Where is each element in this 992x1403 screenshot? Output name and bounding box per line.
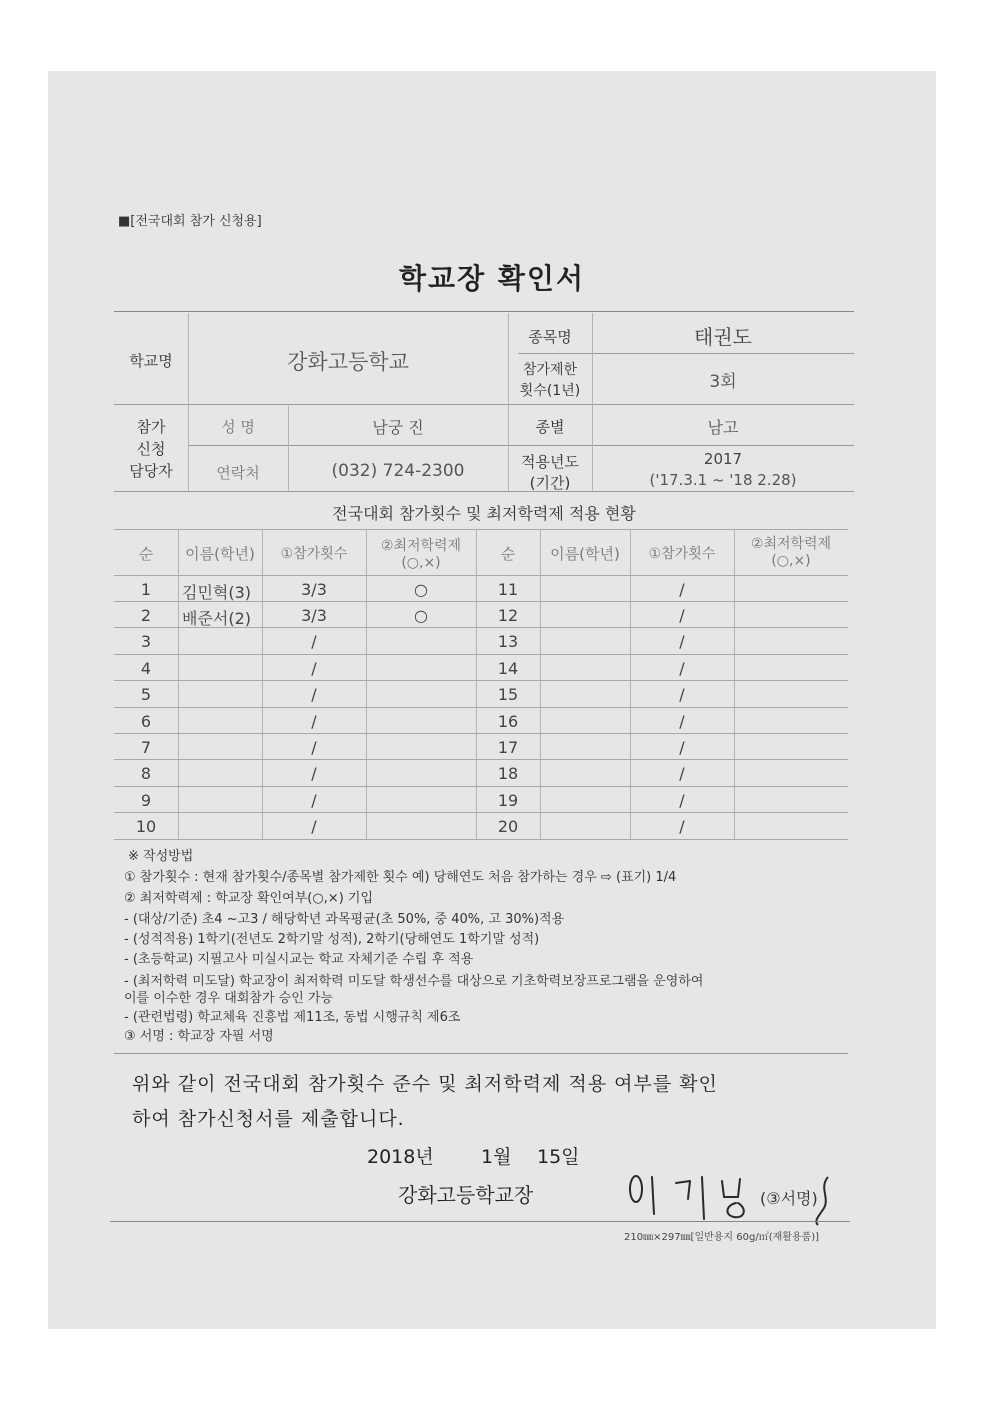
table-cell-name: 김민혁(3) xyxy=(182,583,252,602)
table-cell-no: 1 xyxy=(140,580,152,599)
table-cell-no: 7 xyxy=(140,738,152,757)
table-cell-count: / xyxy=(679,580,685,599)
table-cell-count: / xyxy=(679,685,685,704)
table-cell-no: 15 xyxy=(497,685,519,704)
row-divider xyxy=(114,733,848,734)
header-count-left: ①참가횟수 xyxy=(280,546,348,562)
header-academic-right-2: (○,×) xyxy=(771,553,811,569)
table-cell-count: / xyxy=(311,738,317,757)
row-divider xyxy=(114,759,848,760)
name-value: 남궁 진 xyxy=(372,418,424,437)
statement-line-2: 하여 참가신청서를 제출합니다. xyxy=(132,1108,405,1130)
signature-seal-text: (③서명) xyxy=(760,1189,818,1208)
row-divider xyxy=(114,839,848,840)
header-academic-left-1: ②최저학력제 xyxy=(380,538,462,554)
note-line: - (성적적용) 1학기(전년도 2학기말 성적), 2학기(당해연도 1학기말 성적) xyxy=(124,932,540,947)
date-month: 1월 xyxy=(481,1146,512,1168)
document-title: 학교장 확인서 xyxy=(398,262,586,295)
table-cell-no: 19 xyxy=(497,791,519,810)
period-value: ('17.3.1 ~ '18 2.28) xyxy=(649,471,797,489)
table-cell-no: 12 xyxy=(497,606,519,625)
table-cell-count: / xyxy=(679,817,685,836)
gender-label: 종별 xyxy=(535,418,565,436)
person-label-3: 담당자 xyxy=(129,462,173,480)
note-line: - (관련법령) 학교체육 진흥법 제11조, 동법 시행규칙 제6조 xyxy=(124,1010,461,1025)
form-type-tag: ■[전국대회 참가 신청용] xyxy=(118,214,262,229)
table-cell-no: 20 xyxy=(497,817,519,836)
gender-value: 남고 xyxy=(707,418,739,437)
person-label-2: 신청 xyxy=(136,440,166,458)
date-year: 2018년 xyxy=(367,1146,434,1168)
table-cell-count: / xyxy=(311,632,317,651)
handwritten-signature xyxy=(618,1159,848,1229)
note-line: - (최저학력 미도달) 학교장이 최저학력 미도달 학생선수를 대상으로 기초학력보장프로그램을 운영하여 xyxy=(124,974,704,989)
header-name-left: 이름(학년) xyxy=(185,545,255,563)
table-cell-count: / xyxy=(311,817,317,836)
table-cell-no: 3 xyxy=(140,632,152,651)
table-cell-count: / xyxy=(679,632,685,651)
contact-value: (032) 724-2300 xyxy=(331,461,465,481)
table-cell-count: / xyxy=(311,685,317,704)
table-cell-count: / xyxy=(679,606,685,625)
table-cell-count: / xyxy=(679,738,685,757)
year-label-2: (기간) xyxy=(529,474,571,492)
event-label: 종목명 xyxy=(528,328,572,346)
table-cell-count: / xyxy=(311,659,317,678)
table-cell-academic: ○ xyxy=(414,606,428,625)
note-line: ③ 서명 : 학교장 자필 서명 xyxy=(124,1029,274,1044)
header-name-right: 이름(학년) xyxy=(550,545,620,563)
school-label: 학교명 xyxy=(129,352,173,370)
paper-spec-footer: 210㎜×297㎜[일반용지 60g/㎡(재활용품)] xyxy=(624,1232,820,1243)
table-cell-no: 14 xyxy=(497,659,519,678)
person-label-1: 참가 xyxy=(136,418,166,436)
table-cell-no: 10 xyxy=(135,817,157,836)
header-count-right: ①참가횟수 xyxy=(648,546,716,562)
header-no-left: 순 xyxy=(138,545,154,563)
table-cell-no: 16 xyxy=(497,712,519,731)
table-cell-count: / xyxy=(679,764,685,783)
note-line: - (대상/기준) 초4 ~고3 / 해당학년 과목평균(초 50%, 중 40%, 고 30%)적용 xyxy=(124,912,565,927)
note-line: ※ 작성방법 xyxy=(128,849,194,864)
school-name: 강화고등학교 xyxy=(287,350,409,374)
table-cell-count: / xyxy=(311,791,317,810)
note-line: ② 최저학력제 : 학교장 확인여부(○,×) 기입 xyxy=(124,891,374,906)
table-cell-no: 8 xyxy=(140,764,152,783)
table-cell-no: 17 xyxy=(497,738,519,757)
table-cell-no: 9 xyxy=(140,791,152,810)
table-cell-count: / xyxy=(311,764,317,783)
table-cell-count: 3/3 xyxy=(301,606,327,625)
table-cell-count: / xyxy=(679,791,685,810)
table-cell-no: 5 xyxy=(140,685,152,704)
table-cell-no: 18 xyxy=(497,764,519,783)
year-label-1: 적용년도 xyxy=(521,453,579,471)
paper-sheet xyxy=(48,71,936,1329)
row-divider xyxy=(114,786,848,787)
row-divider xyxy=(114,654,848,655)
row-divider xyxy=(114,680,848,681)
note-line: ① 참가횟수 : 현재 참가횟수/종목별 참가제한 횟수 예) 당해연도 처음 참가하는 경우 ⇨ (표기) 1/4 xyxy=(124,870,677,885)
principal-name: 강화고등학교장 xyxy=(398,1183,534,1207)
limit-value: 3회 xyxy=(709,372,737,392)
table-cell-no: 4 xyxy=(140,659,152,678)
contact-label: 연락처 xyxy=(216,464,260,482)
table-cell-no: 2 xyxy=(140,606,152,625)
table-cell-name: 배준서(2) xyxy=(182,609,252,628)
table-caption: 전국대회 참가횟수 및 최저학력제 적용 현황 xyxy=(332,504,636,523)
table-cell-no: 6 xyxy=(140,712,152,731)
table-cell-count: 3/3 xyxy=(301,580,327,599)
statement-line-1: 위와 같이 전국대회 참가횟수 준수 및 최저학력제 적용 여부를 확인 xyxy=(132,1073,718,1095)
header-no-right: 순 xyxy=(500,545,516,563)
header-academic-left-2: (○,×) xyxy=(401,555,441,571)
note-line: - (초등학교) 지필고사 미실시교는 학교 자체기준 수립 후 적용 xyxy=(124,952,474,967)
year-value: 2017 xyxy=(703,450,743,468)
date-day: 15일 xyxy=(537,1146,580,1168)
table-cell-count: / xyxy=(311,712,317,731)
header-academic-right-1: ②최저학력제 xyxy=(750,536,832,552)
name-label: 성 명 xyxy=(221,418,255,436)
table-cell-count: / xyxy=(679,712,685,731)
limit-label-2: 횟수(1년) xyxy=(519,383,581,399)
row-divider xyxy=(114,707,848,708)
table-cell-academic: ○ xyxy=(414,580,428,599)
table-cell-count: / xyxy=(679,659,685,678)
table-cell-no: 11 xyxy=(497,580,519,599)
table-cell-no: 13 xyxy=(497,632,519,651)
event-value: 태권도 xyxy=(694,325,752,349)
limit-label-1: 참가제한 xyxy=(522,362,578,378)
note-line: 이를 이수한 경우 대회참가 승인 가능 xyxy=(124,991,334,1006)
row-divider xyxy=(114,812,848,813)
